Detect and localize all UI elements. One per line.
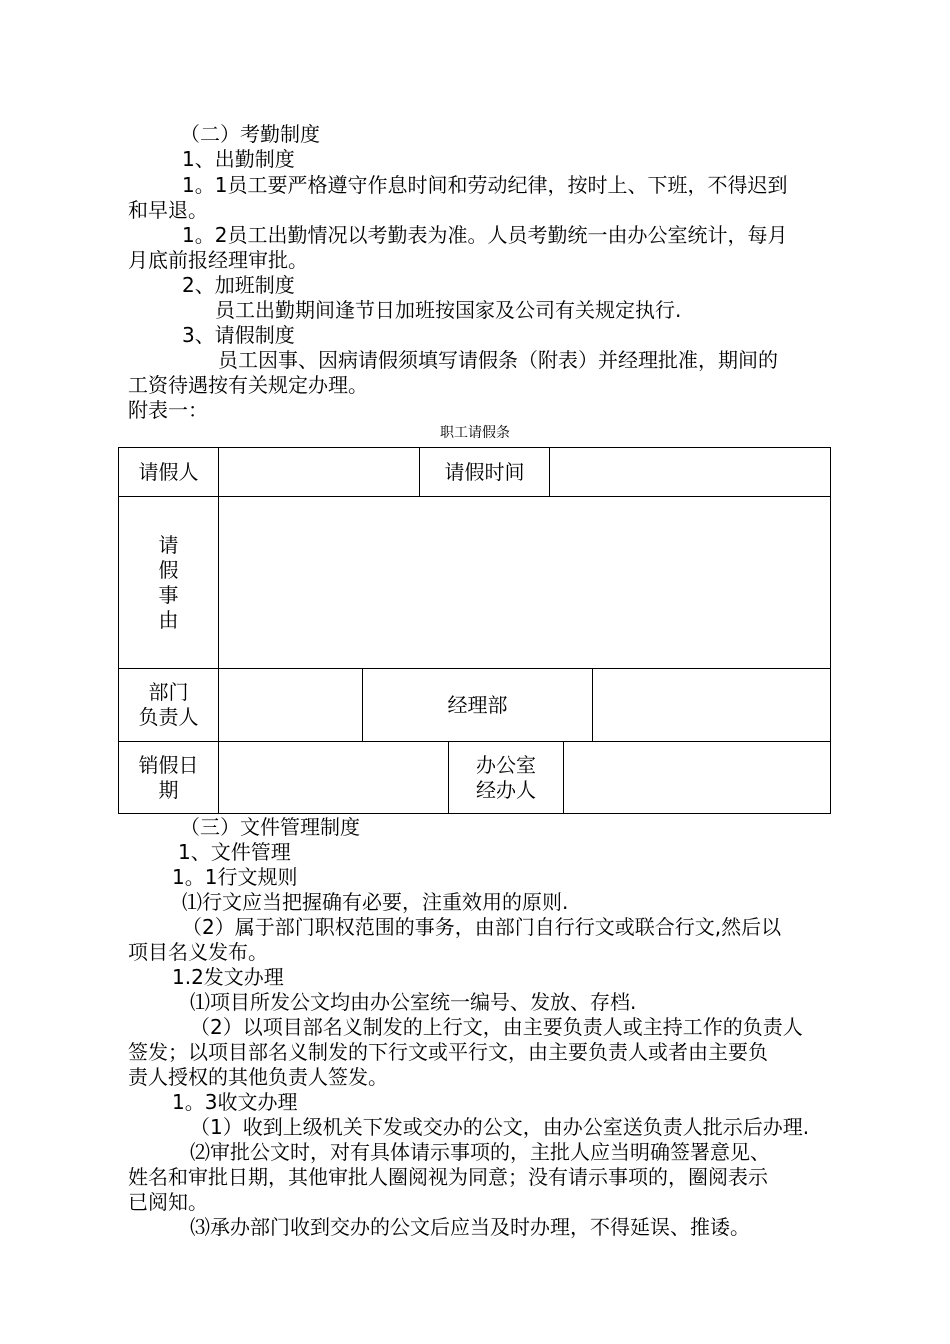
subheading-document-management: 1、文件管理 xyxy=(178,840,291,864)
subheading-dispatch: 1.2发文办理 xyxy=(172,965,284,989)
paragraph-line: （1）收到上级机关下发或交办的公文，由办公室送负责人批示后办理. xyxy=(190,1115,810,1139)
paragraph-line: 月底前报经理审批。 xyxy=(128,248,308,272)
appendix-label: 附表一： xyxy=(128,398,208,422)
leave-form-table xyxy=(118,447,831,814)
dept-head-label-line: 部门 xyxy=(148,680,189,704)
paragraph-line: 员工出勤期间逢节日加班按国家及公司有关规定执行. xyxy=(215,298,682,322)
paragraph-line: ⑴行文应当把握确有必要，注重效用的原则. xyxy=(182,890,569,914)
paragraph-line: 工资待遇按有关规定办理。 xyxy=(128,373,368,397)
dept-head-label xyxy=(119,669,218,741)
manager-dept-field[interactable] xyxy=(593,669,830,741)
paragraph-line: 和早退。 xyxy=(128,198,208,222)
leave-reason-char: 由 xyxy=(158,607,179,632)
subheading-leave: 3、请假制度 xyxy=(182,323,295,347)
cancel-date-label xyxy=(119,742,218,813)
dept-head-field[interactable] xyxy=(219,669,362,741)
cancel-date-label-line: 销假日 xyxy=(138,752,199,777)
leave-reason-char: 事 xyxy=(158,582,179,607)
subheading-receiving: 1。3收文办理 xyxy=(172,1090,298,1114)
leave-reason-char: 假 xyxy=(158,557,179,582)
paragraph-line: 1。2员工出勤情况以考勤表为准。人员考勤统一由办公室统计，每月 xyxy=(182,223,788,247)
leave-reason-field[interactable] xyxy=(219,497,830,668)
section-heading-documents: （三）文件管理制度 xyxy=(180,815,360,839)
office-handler-label xyxy=(449,742,563,813)
paragraph-line: 员工因事、因病请假须填写请假条（附表）并经理批准，期间的 xyxy=(218,348,778,372)
leave-time-label: 请假时间 xyxy=(444,459,525,484)
leave-reason-label xyxy=(119,497,218,668)
paragraph-line: 姓名和审批日期，其他审批人圈阅视为同意；没有请示事项的，圈阅表示 xyxy=(128,1165,768,1189)
leave-time-field[interactable] xyxy=(550,448,830,496)
cancel-date-field[interactable] xyxy=(219,742,448,813)
paragraph-line: 责人授权的其他负责人签发。 xyxy=(128,1065,388,1089)
leave-reason-char: 请 xyxy=(158,532,179,557)
paragraph-line: 项目名义发布。 xyxy=(128,940,268,964)
office-handler-label-line: 经办人 xyxy=(476,777,536,802)
paragraph-line: 已阅知。 xyxy=(128,1190,208,1214)
applicant-label: 请假人 xyxy=(138,459,199,484)
dept-head-label-line: 负责人 xyxy=(138,705,199,729)
applicant-field[interactable] xyxy=(219,448,419,496)
subheading-overtime: 2、加班制度 xyxy=(182,273,295,297)
paragraph-line: （2）属于部门职权范围的事务，由部门自行行文或联合行文,然后以 xyxy=(182,915,782,939)
leave-form-title: 职工请假条 xyxy=(440,425,510,441)
paragraph-line: ⑶承办部门收到交办的公文后应当及时办理，不得延误、推诿。 xyxy=(190,1215,750,1239)
section-heading-attendance: （二）考勤制度 xyxy=(180,122,320,146)
office-handler-label-line: 办公室 xyxy=(476,752,536,777)
paragraph-line: ⑵审批公文时，对有具体请示事项的，主批人应当明确签署意见、 xyxy=(190,1140,770,1164)
subheading-attendance-rules: 1、出勤制度 xyxy=(182,147,295,171)
paragraph-line: ⑴项目所发公文均由办公室统一编号、发放、存档. xyxy=(190,990,637,1014)
paragraph-line: 签发；以项目部名义制发的下行文或平行文，由主要负责人或者由主要负 xyxy=(128,1040,768,1064)
paragraph-line: 1。1员工要严格遵守作息时间和劳动纪律，按时上、下班，不得迟到 xyxy=(182,173,788,197)
manager-dept-label: 经理部 xyxy=(447,692,508,717)
cancel-date-label-line: 期 xyxy=(158,777,179,802)
office-handler-field[interactable] xyxy=(564,742,830,813)
subheading-writing-rules: 1。1行文规则 xyxy=(172,865,298,889)
paragraph-line: （2）以项目部名义制发的上行文，由主要负责人或主持工作的负责人 xyxy=(190,1015,803,1039)
